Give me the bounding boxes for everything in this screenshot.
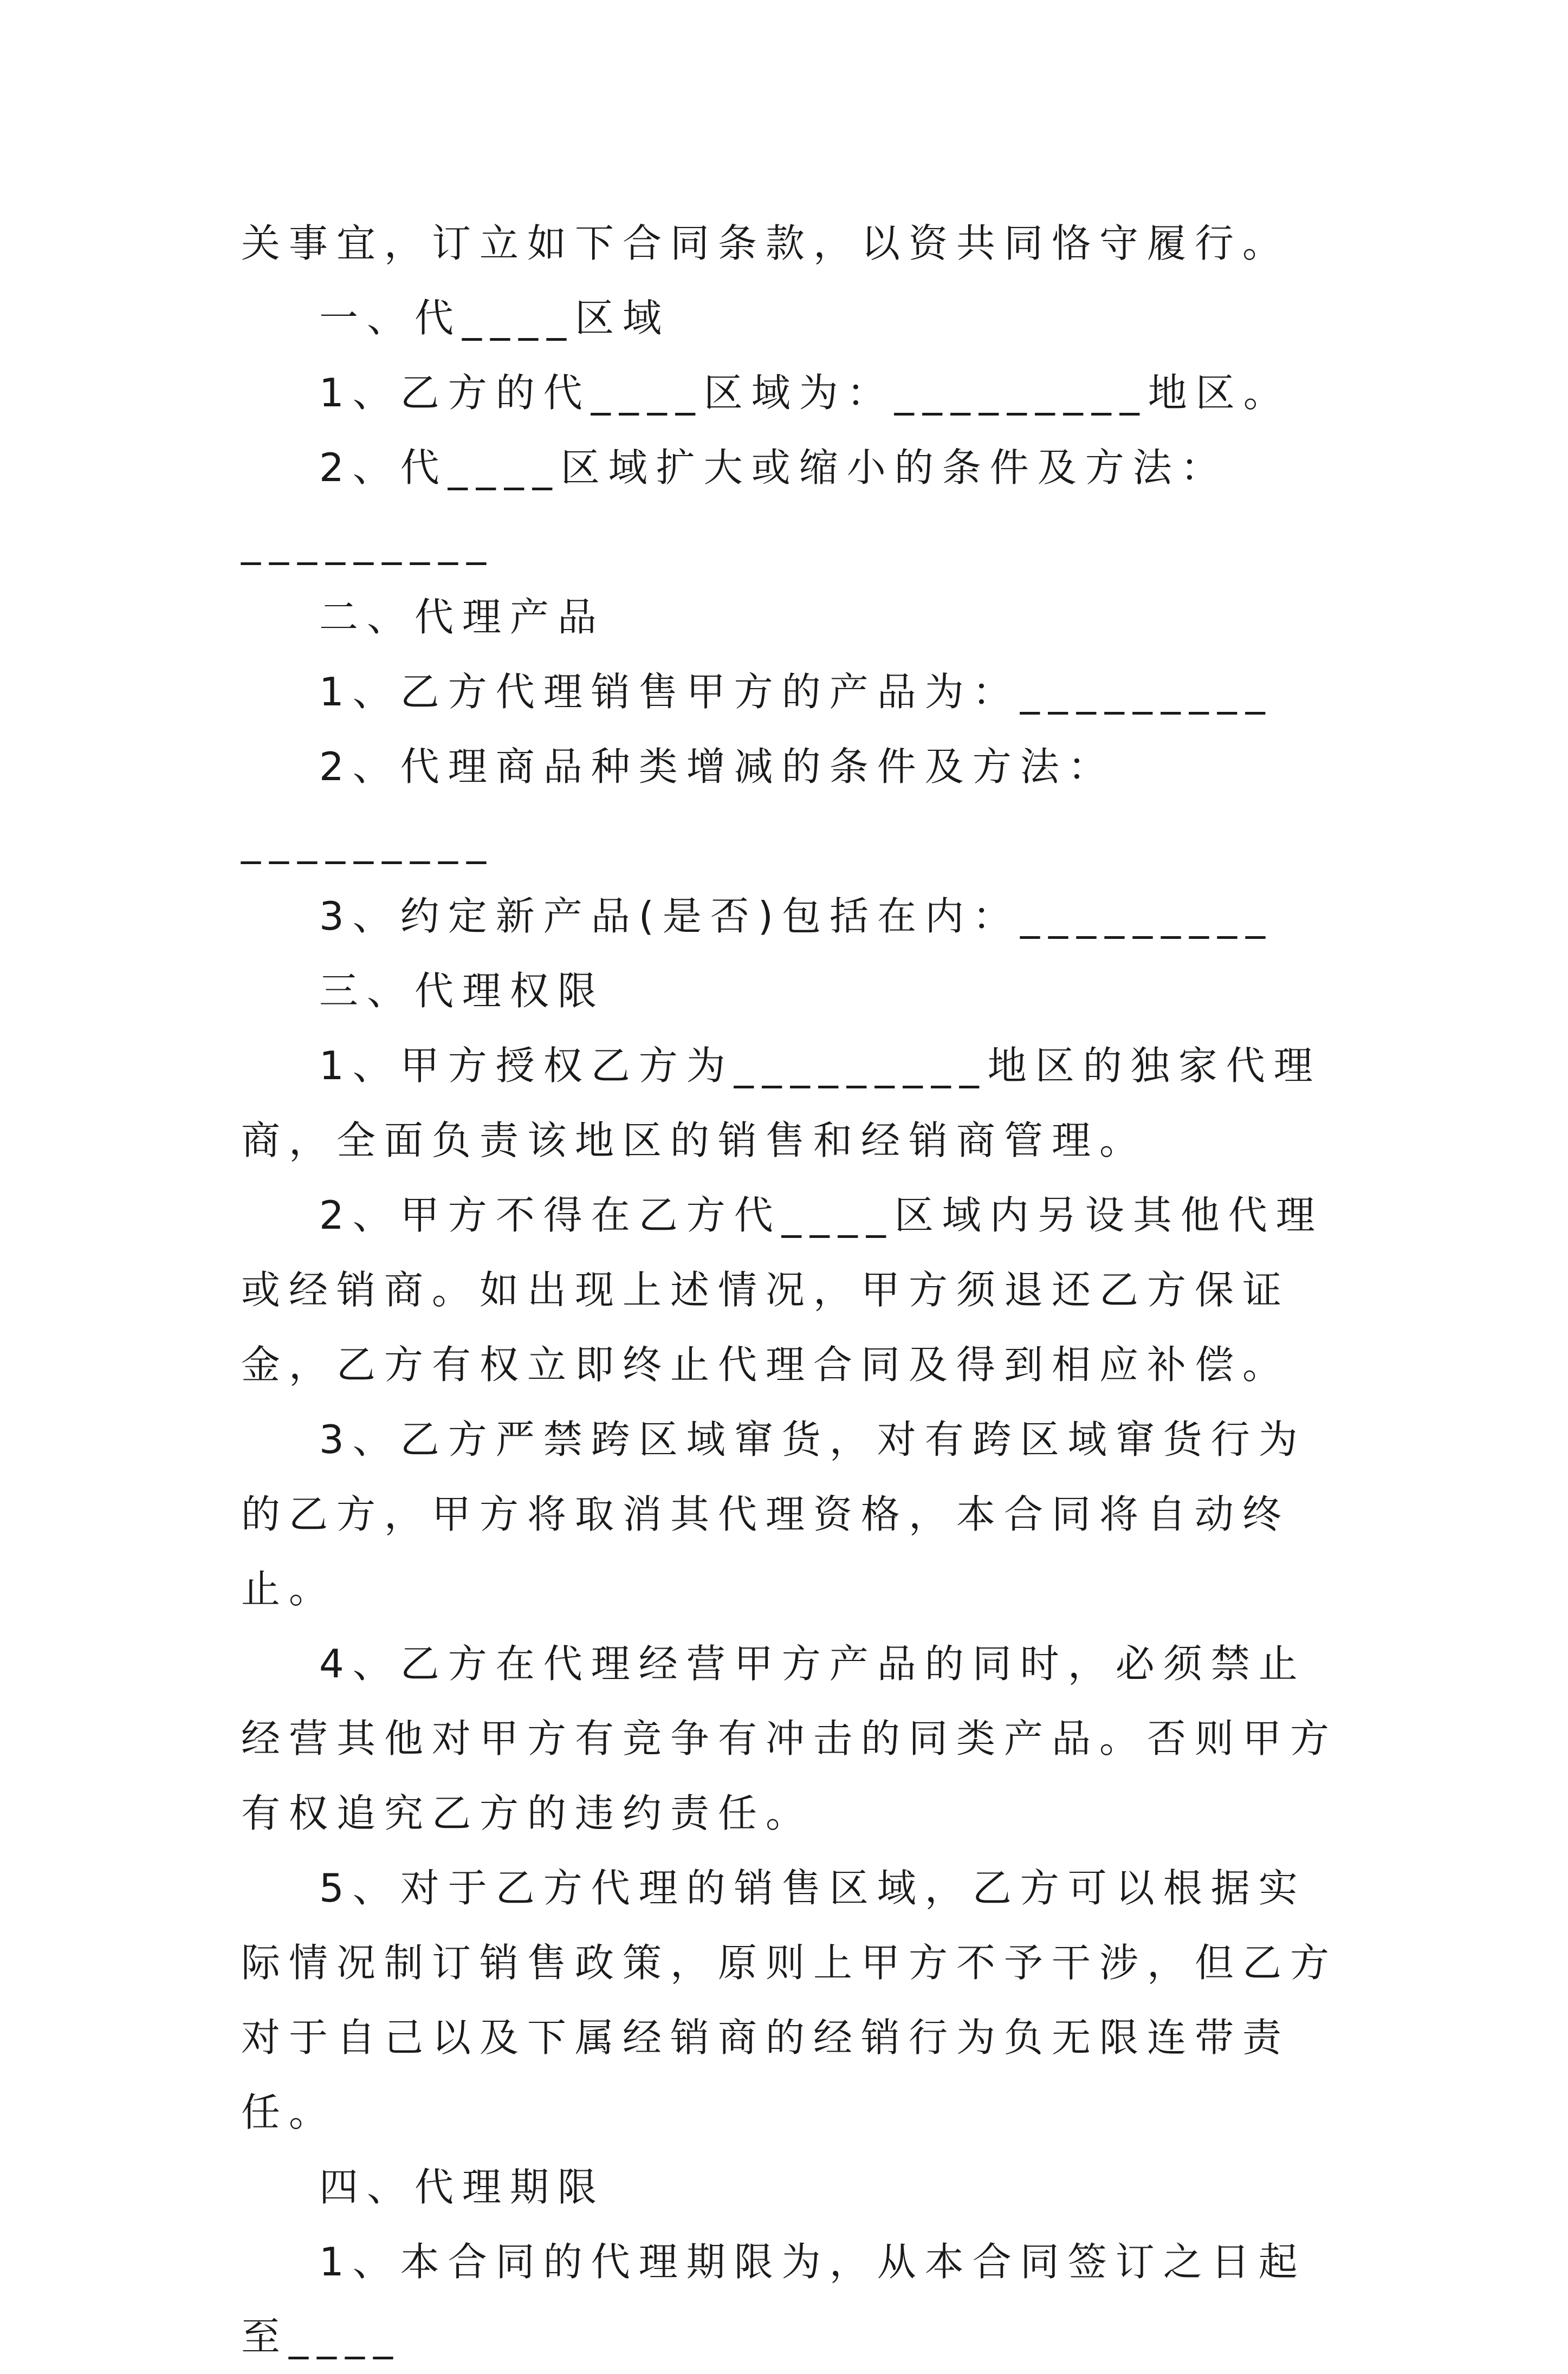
heading-agency-authority: 三、代理权限 [319,968,606,1014]
clause-region-change: 2、代____区域扩大或缩小的条件及方法：_________ [241,445,1228,565]
clause-no-other-agents: 2、甲方不得在乙方代____区域内另设其他代理或经销商。如出现上述情况，甲方须退还乙方保证金，乙方有权立即终止代理合同及得到相应补偿。 [241,1192,1324,1387]
clause-no-competing-products: 4、乙方在代理经营甲方产品的同时，必须禁止经营其他对甲方有竞争有冲击的同类产品。否则甲方有权追究乙方的违约责任。 [241,1641,1338,1836]
clause-region-definition: 1、乙方的代____区域为：_________地区。 [319,370,1291,416]
clause-products-change: 2、代理商品种类增减的条件及方法：_________ [241,744,1116,864]
paragraph-intro-continuation: 关事宜，订立如下合同条款，以资共同恪守履行。 [241,220,1291,266]
clause-exclusive-agent: 1、甲方授权乙方为_________地区的独家代理商，全面负责该地区的销售和经销商管理。 [241,1043,1321,1163]
heading-agency-products: 二、代理产品 [319,594,606,640]
clause-term-duration: 1、本合同的代理期限为，从本合同签订之日起至____ [241,2239,1306,2359]
clause-sales-policy: 5、对于乙方代理的销售区域，乙方可以根据实际情况制订销售政策，原则上甲方不予干涉，但乙方对于自己以及下属经销商的经销行为负无限连带责任。 [241,1865,1338,2135]
heading-agency-region: 一、代____区域 [319,295,671,341]
clause-no-cross-region: 3、乙方严禁跨区域窜货，对有跨区域窜货行为的乙方，甲方将取消其代理资格，本合同将自动终止。 [241,1417,1306,1612]
clause-products-list: 1、乙方代理销售甲方的产品为：_________ [319,669,1274,715]
clause-new-products: 3、约定新产品(是否)包括在内：_________ [319,893,1274,939]
heading-agency-term: 四、代理期限 [319,2164,606,2210]
document-body [241,206,1346,2374]
